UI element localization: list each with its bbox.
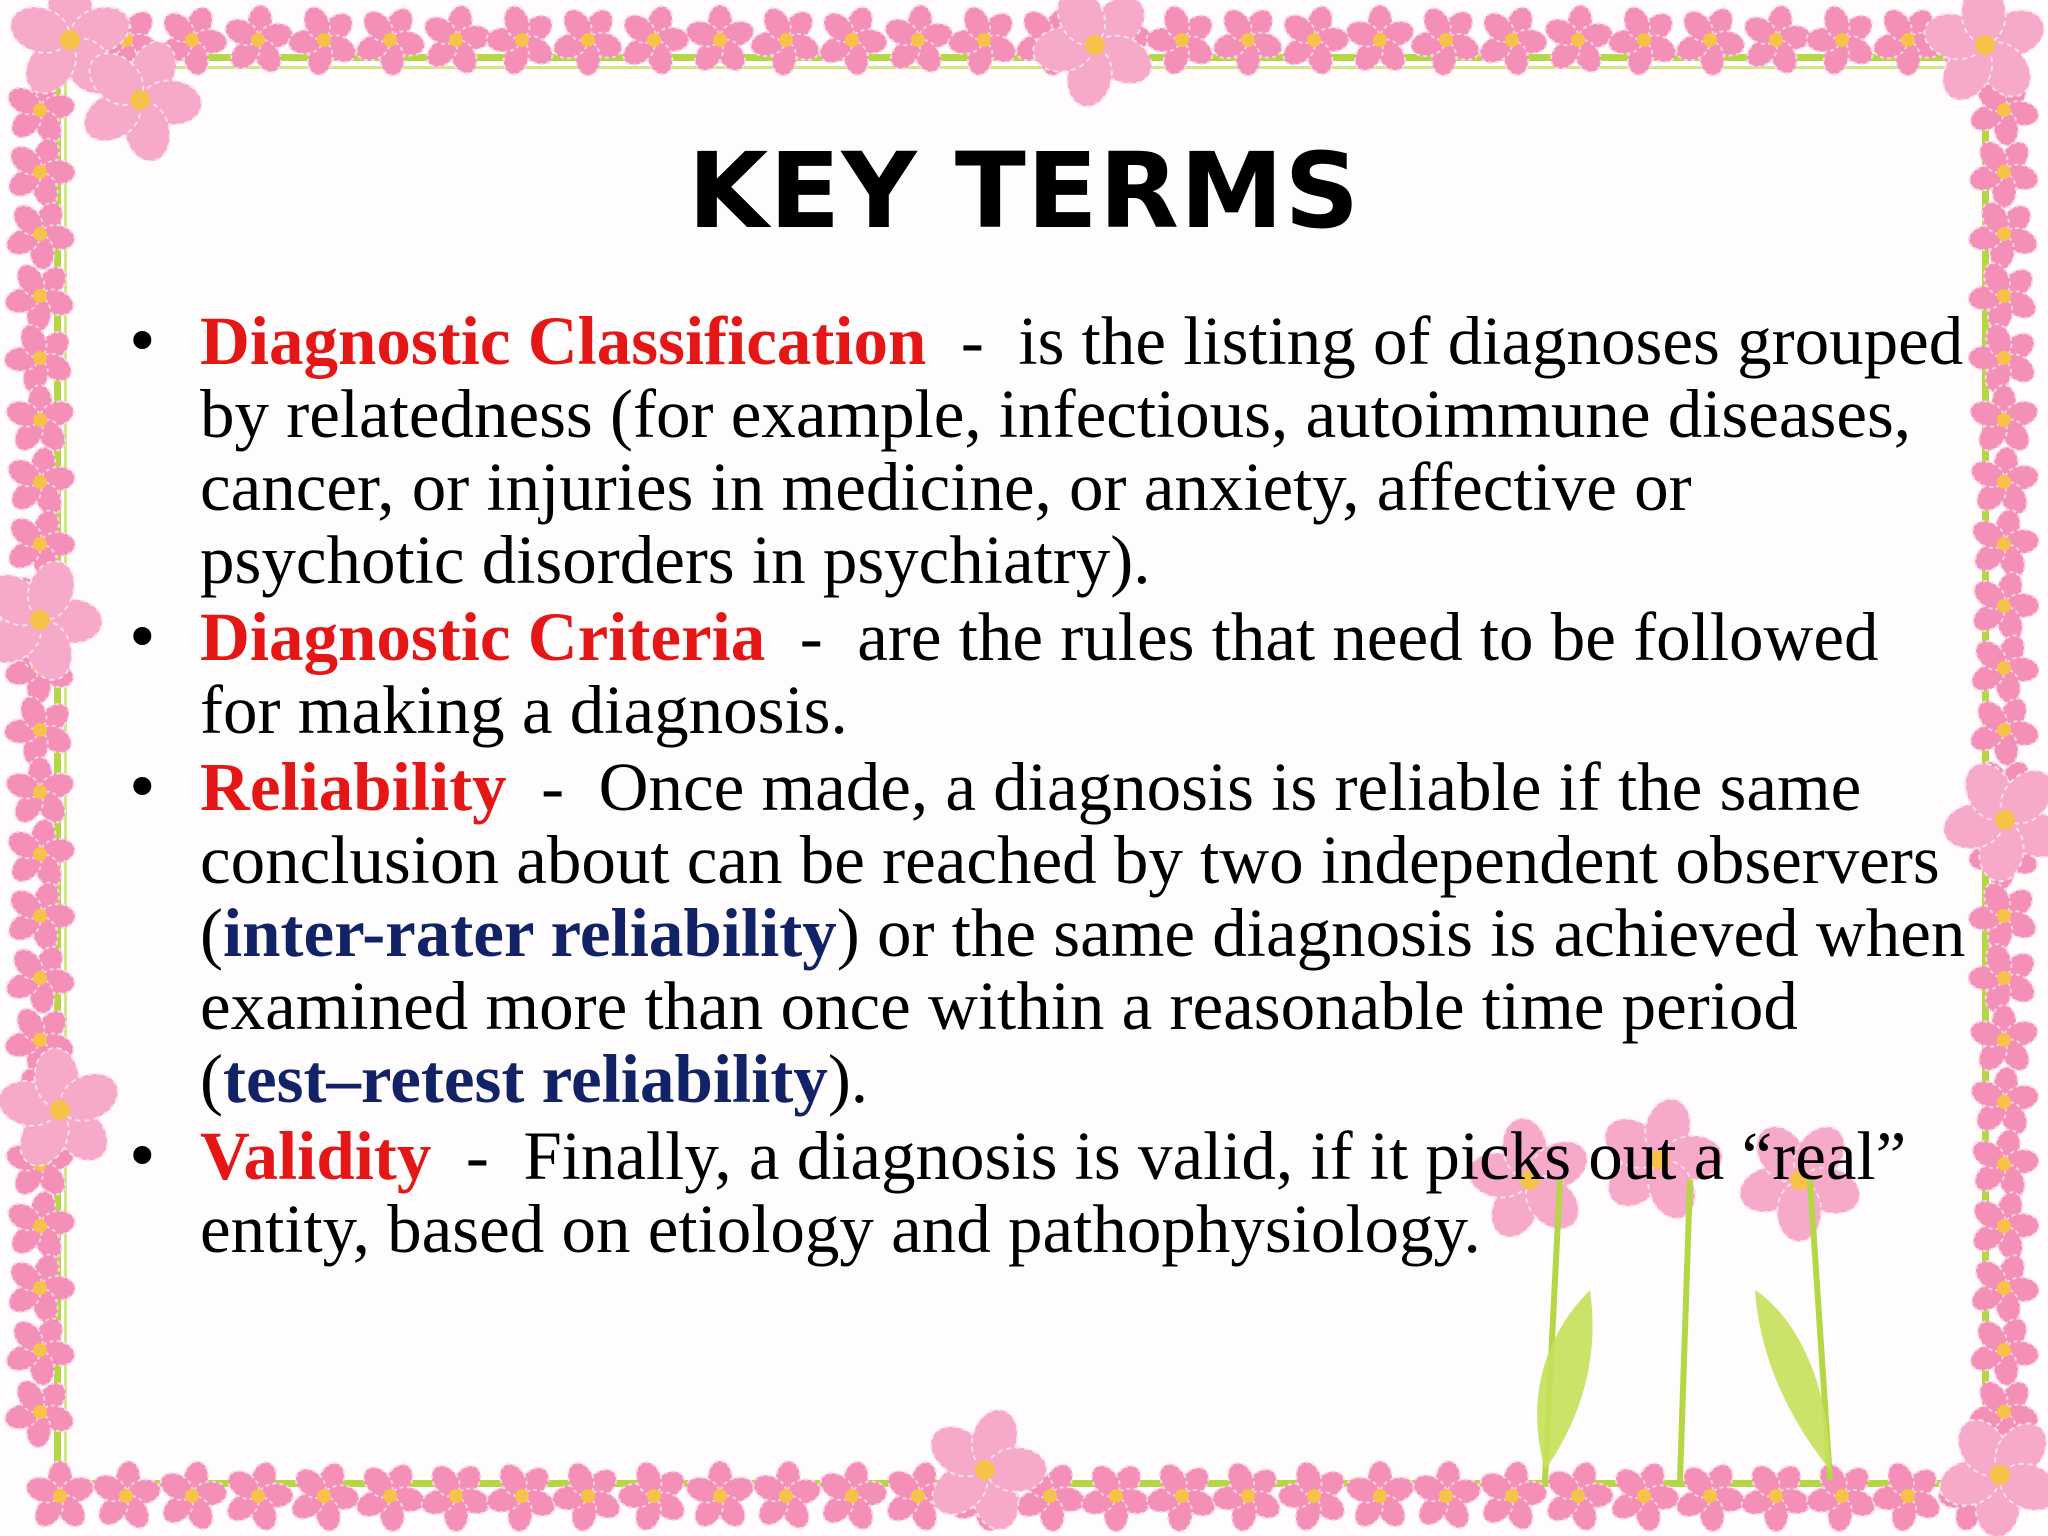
key-terms-list [120,305,1970,1270]
list-item-reliability [120,751,1970,1116]
term-separator: - [765,599,858,675]
flower-icon [0,1242,87,1334]
flower-icon [1960,1122,2047,1207]
flower-icon [1964,1063,2045,1141]
emphasis-test-retest: test–retest reliability [222,1041,828,1117]
flower-icon [0,870,87,962]
term-separator: - [926,303,1019,379]
flower-icon [608,0,700,85]
term-definition: are the rules that need to be followed for making a diagnosis. [200,599,1879,748]
flower-icon [1958,1181,2048,1271]
flower-icon [3,757,77,828]
flower-icon [1660,0,1759,89]
term-separator: - [506,749,599,825]
flower-icon [1725,1446,1826,1536]
flower-icon [0,813,82,896]
flower-icon [1960,502,2047,587]
flower-icon [1197,0,1298,91]
flower-icon [537,0,638,91]
flower-icon [746,1457,827,1535]
flower-icon [218,1,299,79]
flower-icon [808,1454,895,1536]
flower-icon [0,441,82,524]
flower-icon [23,1461,97,1532]
flower-icon [1268,0,1360,85]
list-item-validity [120,1120,1970,1266]
flower-icon [1343,5,1417,76]
bullet: • [124,601,161,674]
flower-icon [683,1461,757,1532]
flower-icon [1967,385,2041,456]
flower-icon [1967,1005,2041,1076]
bullet: • [124,751,161,824]
term-definition: is the listing of diagnoses grouped by relatedness (for example, infectious, autoimmune diseases, cancer, or injuries in medicine, or anxiety, affective or psychotic disorders in psychiatry). [200,303,1964,598]
flower-icon [804,0,900,88]
flower-icon [1958,561,2048,651]
term-label: Reliability [200,749,507,825]
bullet: • [124,1120,161,1193]
flower-icon [1065,1446,1166,1536]
term-label: Diagnostic Criteria [200,599,766,675]
emphasis-inter-rater: inter-rater reliability [222,895,837,971]
flower-icon [1931,1407,2048,1536]
flower-icon [1964,443,2045,521]
list-item-diagnostic-classification [120,305,1970,597]
flower-icon [1406,1457,1487,1535]
flower-icon [3,385,77,456]
flower-icon [86,1457,167,1535]
term-definition-continued: ) or the same diagnosis is achieved when examined more than once within a reasonable time period ( [200,895,1966,1117]
term-definition-end: ). [827,1041,869,1117]
term-label: Diagnostic Classification [200,303,927,379]
bullet: • [124,305,161,378]
flower-icon [878,1,959,79]
flower-icon [1468,1454,1555,1536]
list-item-diagnostic-criteria [120,601,1970,747]
flower-icon [405,1446,506,1536]
leaf-icon [1537,1290,1592,1470]
flower-icon [0,1185,82,1268]
flower-icon [1464,0,1560,88]
flower-icon [148,1454,235,1536]
flower-icon [1343,1461,1417,1532]
flower-icon [1538,1,1619,79]
term-definition: Once made, a diagnosis is reliable if the same conclusion about can be reached by two independent observers ( [200,749,1940,971]
term-label: Validity [200,1118,432,1194]
flower-icon [340,0,439,89]
term-definition: Finally, a diagnosis is valid, if it picks out a “real” entity, based on etiology and pathophysiology. [200,1118,1907,1267]
term-separator: - [431,1118,524,1194]
slide-title: KEY TERMS [687,130,1361,252]
flower-icon [683,5,757,76]
